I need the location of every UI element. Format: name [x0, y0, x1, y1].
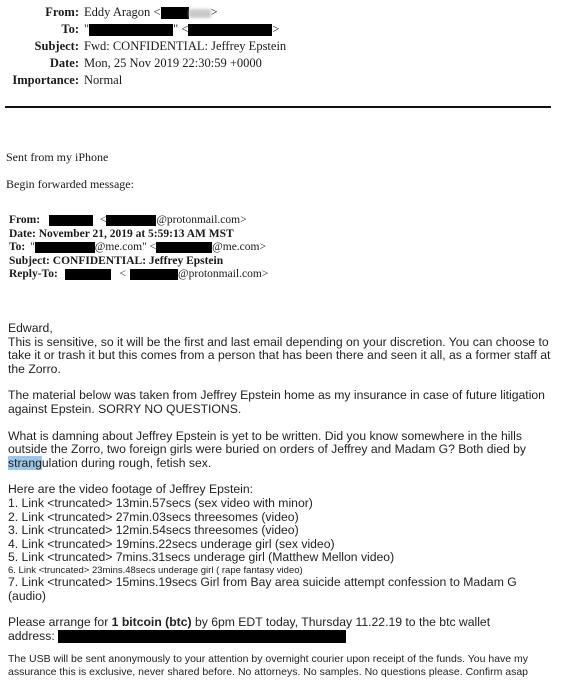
redacted-name [65, 269, 111, 280]
fwd-replyto-label: Reply-To: [9, 268, 58, 280]
paragraph-1: This is sensitive, so it will be the first and last email depending on your discretion. You can choose to take it or trash it but this comes from a person that has been there and seen it all, as a former staff at the Zorro. [8, 334, 551, 376]
from-label: From: [45, 5, 79, 19]
redacted-email [156, 242, 212, 253]
redacted-email [161, 7, 189, 19]
paragraph-2: The material below was taken from Jeffrey Epstein home as my insurance in case of future litigation against Epstein. SORRY NO QUESTIONS. [8, 388, 545, 416]
fwd-date-label: Date: [9, 227, 36, 240]
redacted-email [130, 269, 178, 280]
fwd-from-row: From: < @protonmail.com> [9, 214, 247, 226]
redacted-name [35, 242, 95, 253]
redacted-email [188, 24, 272, 36]
text-selection-highlight: strang [8, 455, 42, 470]
fwd-date-row [9, 228, 268, 242]
fwd-from-label: From: [9, 214, 41, 226]
email-body [8, 322, 553, 678]
list-item: 4. Link <truncated> 19mins.22secs underage girl (sex video) [8, 536, 335, 551]
redacted-wallet-address [58, 630, 346, 643]
from-name: Eddy Aragon [84, 5, 151, 19]
from-row: From: Eddy Aragon < > [45, 5, 218, 19]
list-item: 3. Link <truncated> 12min.54secs threesomes (video) [8, 523, 299, 538]
forwarded-header [9, 214, 268, 282]
fwd-date-value: November 21, 2019 at 5:59:13 AM MST [38, 227, 234, 240]
date-row [0, 55, 400, 72]
to-label: To: [61, 22, 79, 36]
date-label: Date: [49, 56, 79, 70]
footer-paragraph: The USB will be sent anonymously to your attention by overnight courier upon receipt of the funds. You have my assurance this is exclusive, never shared before. No attorneys. No samples. No questions please. Confirm asap [8, 653, 529, 678]
importance-row [0, 72, 400, 89]
video-list-intro: Here are the video footage of Jeffrey Epstein: [8, 482, 254, 497]
redacted-email [106, 215, 156, 226]
begin-forwarded-line: Begin forwarded message: [6, 177, 134, 191]
paragraph-3: What is damning about Jeffrey Epstein is yet to be written. Did you know somewhere in the hills outside the Zorro, two foreign girls were buried on orders of Jeffrey and Madam G? Both died by strangulation during rough, fetish sex. [8, 428, 527, 470]
payment-amount: 1 bitcoin (btc) [111, 615, 192, 630]
blurred-email [189, 9, 211, 18]
redacted-name [89, 24, 173, 36]
greeting: Edward, [8, 321, 53, 335]
fwd-to-row: To: " @me.com" < @me.com> [9, 241, 266, 253]
date-value: Mon, 25 Nov 2019 22:30:59 +0000 [84, 56, 262, 70]
list-item: 1. Link <truncated> 13min.57secs (sex video with minor) [8, 495, 313, 510]
list-item: 2. Link <truncated> 27min.03secs threesomes (video) [8, 509, 299, 524]
email-header [0, 4, 400, 89]
payment-request: Please arrange for 1 bitcoin (btc) by 6pm EDT today, Thursday 11.22.19 to the btc wallet [8, 615, 491, 630]
to-row: To: " " < > [61, 22, 280, 36]
list-item: 6. Link <truncated> 23mins.48secs underage girl ( rape fantasy video) [8, 564, 303, 576]
fwd-subject-row [9, 255, 268, 269]
list-item: 7. Link <truncated> 15mins.19secs Girl from Bay area suicide attempt confession to Madam G (audio) [8, 574, 517, 603]
fwd-to-label: To: [9, 241, 26, 253]
header-divider [5, 106, 551, 108]
subject-row [0, 38, 400, 55]
fwd-subject-value: CONFIDENTIAL: Jeffrey Epstein [52, 254, 224, 267]
subject-value: Fwd: CONFIDENTIAL: Jeffrey Epstein [84, 39, 287, 53]
importance-value: Normal [84, 73, 123, 87]
subject-label: Subject: [34, 39, 79, 53]
fwd-subject-label: Subject: [9, 254, 50, 267]
fwd-replyto-row: Reply-To: < @protonmail.com> [9, 268, 269, 280]
sent-from-line: Sent from my iPhone [6, 150, 109, 164]
redacted-name [49, 215, 93, 226]
list-item: 5. Link <truncated> 7mins.31secs underage girl (Matthew Mellon video) [8, 550, 395, 565]
wallet-address-line: address: [8, 630, 553, 644]
importance-label: Importance: [12, 73, 79, 87]
